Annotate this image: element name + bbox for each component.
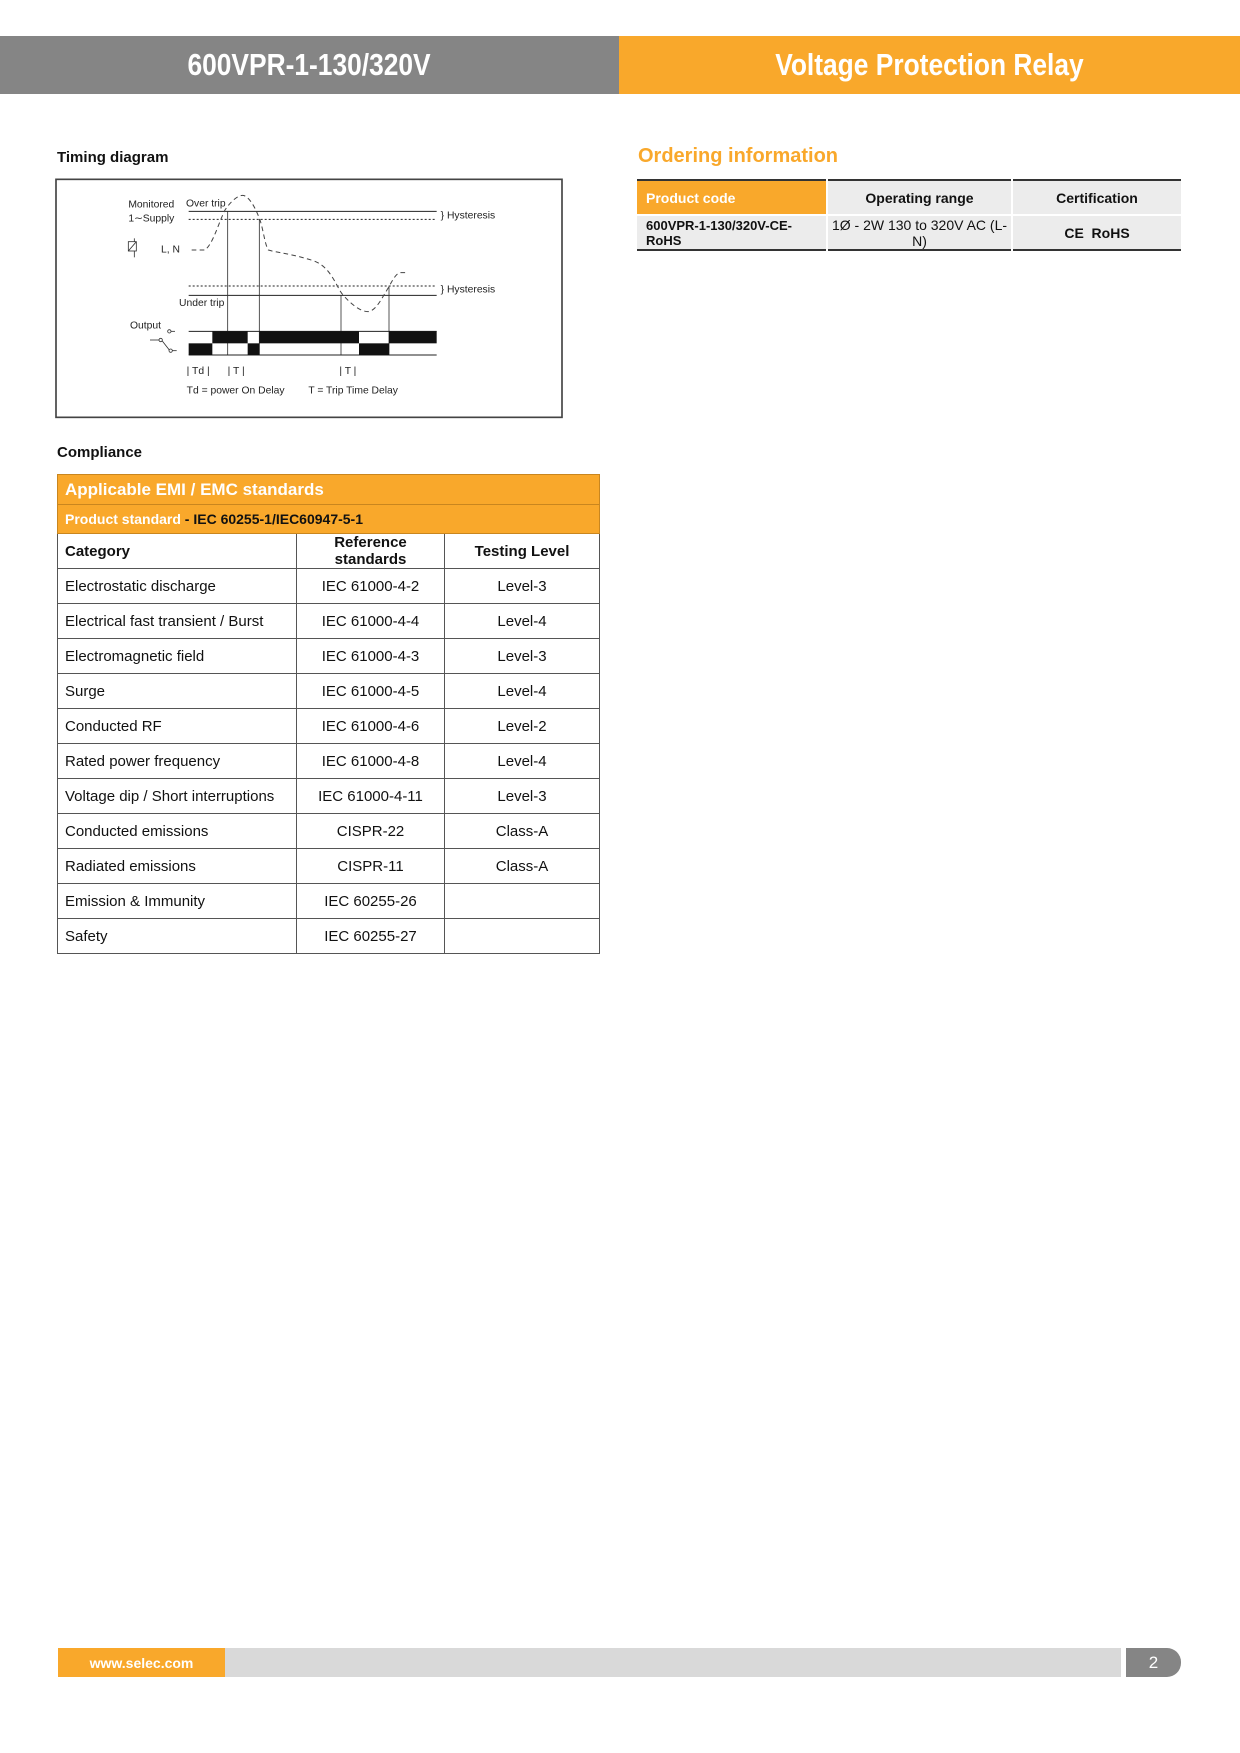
cell-reference: IEC 61000-4-4: [297, 604, 445, 639]
model-title: 600VPR-1-130/320V: [187, 47, 432, 82]
cell-category: Electrostatic discharge: [58, 569, 297, 604]
cell-level: [445, 919, 600, 954]
cell-level: Level-3: [445, 779, 600, 814]
t-legend: T = Trip Time Delay: [308, 385, 398, 397]
compliance-table: [57, 474, 600, 954]
cell-level: Level-2: [445, 709, 600, 744]
supply-label: 1∼Supply: [128, 213, 175, 225]
table-row: [58, 919, 600, 954]
cell-level: Level-3: [445, 569, 600, 604]
table-row: [58, 569, 600, 604]
cell-level: Class-A: [445, 849, 600, 884]
product-standard: [58, 505, 600, 534]
cell-reference: IEC 61000-4-5: [297, 674, 445, 709]
cell-category: Conducted RF: [58, 709, 297, 744]
product-standard-value: - IEC 60255-1/IEC60947-5-1: [180, 511, 364, 527]
cell-reference: CISPR-11: [297, 849, 445, 884]
cell-reference: CISPR-22: [297, 814, 445, 849]
under-trip-label: Under trip: [179, 298, 225, 309]
table-row: [58, 674, 600, 709]
col-header-category: Category: [58, 534, 297, 569]
page-number: 2: [1126, 1648, 1181, 1677]
product-standard-label: Product standard: [65, 511, 181, 527]
contact-switch-icon: [150, 330, 177, 353]
timing-diagram-heading: Timing diagram: [57, 149, 169, 166]
supply-voltage-curve: [192, 195, 407, 311]
relay-icon: [128, 238, 136, 257]
td-legend: Td = power On Delay: [186, 385, 285, 397]
product-title: Voltage Protection Relay: [775, 47, 1084, 82]
col-header-product-code: Product code: [637, 180, 827, 215]
col-header-reference: Reference standards: [297, 534, 445, 569]
cell-reference: IEC 61000-4-6: [297, 709, 445, 744]
ordering-heading: Ordering information: [638, 145, 838, 167]
hysteresis-label-lower: } Hysteresis: [440, 284, 496, 296]
header-product: [619, 36, 1240, 94]
cell-level: Level-4: [445, 674, 600, 709]
table-row: [58, 814, 600, 849]
cell-category: Emission & Immunity: [58, 884, 297, 919]
cell-category: Voltage dip / Short interruptions: [58, 779, 297, 814]
footer-bar: [225, 1648, 1121, 1677]
td-marker: | Td |: [186, 366, 210, 377]
t-marker-2: | T |: [339, 366, 357, 377]
cell-level: Level-4: [445, 604, 600, 639]
ln-label: L, N: [161, 244, 180, 256]
cell-reference: IEC 61000-4-11: [297, 779, 445, 814]
cell-level: [445, 884, 600, 919]
cell-level: Class-A: [445, 814, 600, 849]
over-trip-label: Over trip: [186, 198, 226, 210]
certification-marks: CE RoHS: [1012, 215, 1181, 250]
cell-category: Safety: [58, 919, 297, 954]
cell-category: Radiated emissions: [58, 849, 297, 884]
operating-range: 1Ø - 2W 130 to 320V AC (L-N): [827, 215, 1012, 250]
emc-banner: Applicable EMI / EMC standards: [58, 475, 600, 505]
hysteresis-label-upper: } Hysteresis: [440, 210, 496, 222]
cell-level: Level-4: [445, 744, 600, 779]
monitored-label: Monitored: [128, 199, 175, 211]
cell-reference: IEC 60255-27: [297, 919, 445, 954]
website-link[interactable]: www.selec.com: [58, 1648, 225, 1677]
col-header-level: Testing Level: [445, 534, 600, 569]
cell-reference: IEC 61000-4-3: [297, 639, 445, 674]
cell-reference: IEC 60255-26: [297, 884, 445, 919]
table-row: [58, 779, 600, 814]
table-row: [58, 744, 600, 779]
compliance-heading: Compliance: [57, 444, 143, 461]
col-header-certification: Certification: [1012, 180, 1181, 215]
cell-category: Conducted emissions: [58, 814, 297, 849]
cell-category: Electrical fast transient / Burst: [58, 604, 297, 639]
cell-category: Rated power frequency: [58, 744, 297, 779]
timing-diagram: [50, 170, 610, 420]
cell-level: Level-3: [445, 639, 600, 674]
table-row: [58, 639, 600, 674]
cell-category: Electromagnetic field: [58, 639, 297, 674]
cell-reference: IEC 61000-4-2: [297, 569, 445, 604]
table-row: [58, 884, 600, 919]
output-state-bars: [189, 331, 437, 355]
ordering-table: [637, 179, 1181, 251]
t-marker-1: | T |: [227, 366, 245, 377]
table-row: [58, 849, 600, 884]
cell-reference: IEC 61000-4-8: [297, 744, 445, 779]
product-code: 600VPR-1-130/320V-CE-RoHS: [637, 215, 827, 250]
output-label: Output: [130, 320, 162, 332]
table-row: [58, 604, 600, 639]
table-row: [58, 709, 600, 744]
cell-category: Surge: [58, 674, 297, 709]
header-model: [0, 36, 619, 94]
col-header-operating-range: Operating range: [827, 180, 1012, 215]
